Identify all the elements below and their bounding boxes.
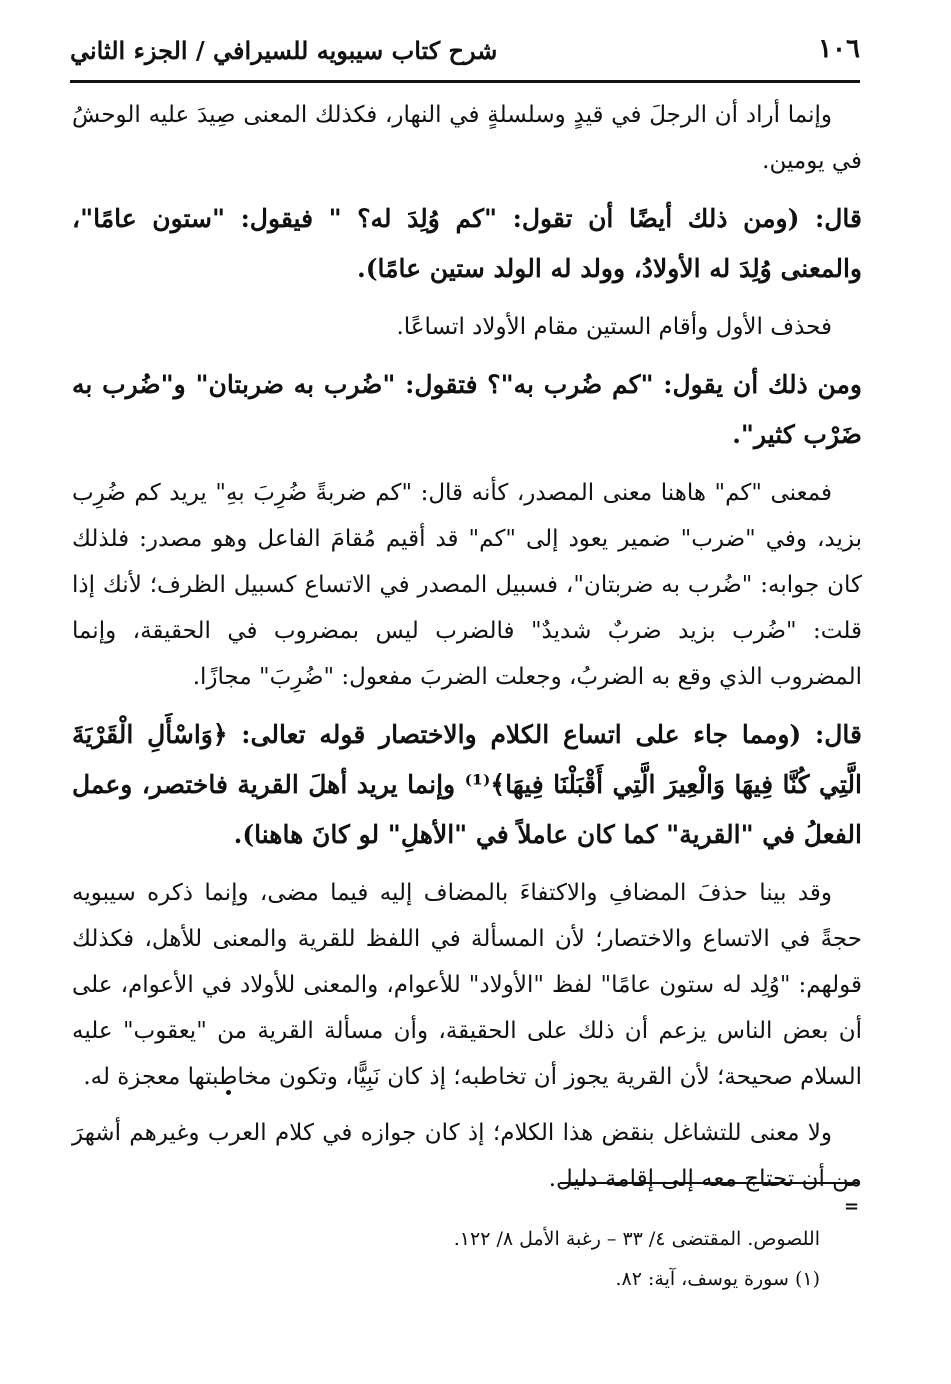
paragraph: وإنما أراد أن الرجلَ في قيدٍ وسلسلةٍ في النهار، فكذلك المعنى صِيدَ عليه الوحشُ في يومين.	[72, 102, 862, 174]
paragraph: ولا معنى للتشاغل بنقض هذا الكلام؛ إذ كان جوازه في كلام العرب وغيرهم أشهرَ من أن تحتاج معه إلى إقامة دليل.	[72, 1120, 862, 1192]
paragraph: فحذف الأول وأقام الستين مقام الأولاد اتساعًا.	[396, 314, 832, 340]
stray-dot	[226, 1090, 231, 1095]
footnote: اللصوص. المقتضى ٤/ ٣٣ – رغبة الأمل ٨/ ١٢٢.	[453, 1228, 820, 1250]
footnote: (١) سورة يوسف، آية: ٨٢.	[615, 1268, 820, 1290]
page-header	[70, 30, 860, 83]
footnote-divider	[560, 1182, 860, 1184]
footnote-continuation-mark: =	[844, 1196, 860, 1217]
quoted-paragraph: ومن ذلك أن يقول: "كم ضُرب به"؟ فتقول: "ضُرب به ضربتان" و"ضُرب به ضَرْب كثير".	[72, 370, 862, 449]
page-number: ١٠٦	[818, 34, 860, 64]
footnotes	[380, 1222, 820, 1302]
paragraph: فمعنى "كم" هاهنا معنى المصدر، كأنه قال: "كم ضربةً ضُرِبَ بهِ" يريد كم ضُرِب بزيد، وفي "ضرب" ضمير يعود إلى "كم" قد أقيم مُقامَ الفاعل وهو مصدر: فلذلك كان جوابه: "ضُرب به ضربتان"، فسبيل المصدر في الاتساع كسبيل الظرف؛ لأنك إذا قلت: "ضُرب بزيد ضربٌ شديدٌ" فالضرب ليس بمضروب في الحقيقة، وإنما المضروب الذي وقع به الضربُ، وجعلت الضربَ مفعول: "ضُرِبَ" مجازًا.	[72, 480, 862, 690]
running-title: شرح كتاب سيبويه للسيرافي / الجزء الثاني	[70, 36, 498, 65]
paragraph: وقد بينا حذفَ المضافِ والاكتفاءَ بالمضاف إليه فيما مضى، وإنما ذكره سيبويه حجةً في الاتساع والاختصار؛ لأن المسألة في اللفظ للقرية والمعنى للأهل، فكذلك قولهم: "وُلِد له ستون عامًا" لفظ "الأولاد" للأعوام، والمعنى للأولاد في الأعوام، على أن بعض الناس يزعم أن ذلك على الحقيقة، وأن مسألة القرية من "يعقوب" عليه السلام صحيحة؛ لأن القرية يجوز أن تخاطبه؛ إذ كان نَبِيًّا، وتكون مخاطبتها معجزة له.	[72, 880, 862, 1090]
quoted-paragraph: قال: (ومن ذلك أيضًا أن تقول: "كم وُلِدَ له؟ " فيقول: "ستون عامًا"، والمعنى وُلِدَ له الأولادُ، وولد له الولد ستين عامًا).	[72, 204, 862, 283]
main-text	[72, 92, 862, 1212]
quoted-paragraph: قال: (ومما جاء على اتساع الكلام والاختصار قوله تعالى: ﴿وَاسْأَلِ الْقَرْيَةَ الَّتِي كُنَّا فِيهَا وَالْعِيرَ الَّتِي أَقْبَلْنَا فِيهَا﴾⁽¹⁾ وإنما يريد أهلَ القرية فاختصر، وعمل الفعلُ في "القرية" كما كان عاملاً في "الأهلِ" لو كانَ هاهنا).	[72, 720, 862, 849]
